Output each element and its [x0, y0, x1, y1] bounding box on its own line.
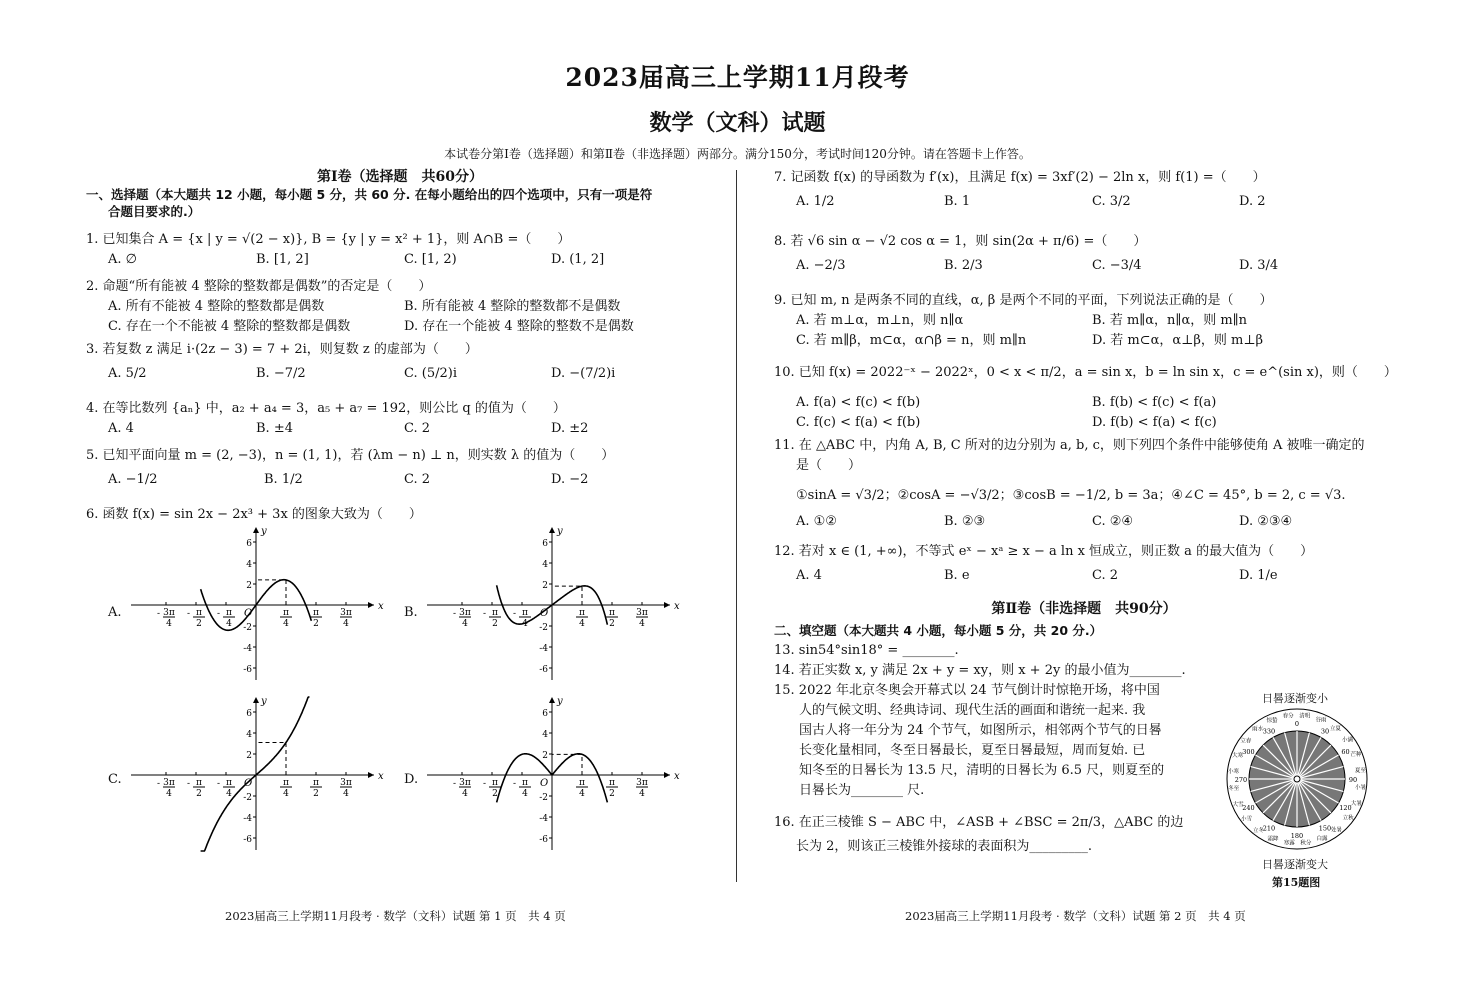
option: A. −1/2 [108, 472, 158, 487]
dial-term: 雨水 [1252, 726, 1264, 733]
question-5: 5. 已知平面向量 m = (2, −3)，n = (1, 1)，若 (λm − n) ⊥ n，则实数 λ 的值为（ ） [86, 448, 615, 463]
option: C. 若 m∥β，m⊂α，α∩β = n，则 m∥n [796, 333, 1027, 348]
x-tick-sign: - [513, 609, 517, 619]
options-5 [86, 466, 714, 502]
option: C. 存在一个不能被 4 整除的整数都是偶数 [108, 319, 351, 334]
option: A. 4 [108, 421, 134, 436]
option: C. −3/4 [1092, 258, 1142, 273]
guide-line [256, 580, 286, 605]
x-tick-label: 4 [462, 789, 468, 799]
question-1: 1. 已知集合 A = {x | y = √(2 − x)}, B = {y | y = x² + 1}，则 A∩B =（ ） [86, 232, 571, 247]
x-tick-label: π [283, 778, 289, 788]
q15-line: 国古人将一年分为 24 个节气，如图所示，相邻两个节气的日晷 [799, 723, 1162, 738]
x-tick-sign: - [453, 779, 457, 789]
dial-term: 寒露 [1283, 840, 1295, 847]
x-arrow [368, 602, 374, 608]
options-9a [774, 311, 1394, 331]
x-tick-label: π [492, 608, 498, 618]
y-axis-label: y [557, 526, 563, 537]
origin-label: O [540, 778, 549, 789]
x-arrow [664, 772, 670, 778]
x-tick-label: 4 [579, 789, 585, 799]
x-tick-label: 2 [196, 619, 202, 629]
x-arrow [368, 772, 374, 778]
y-tick-label: -6 [539, 665, 548, 675]
dial-degree: 240 [1242, 804, 1255, 812]
options-3 [86, 360, 714, 396]
dial-degree: 90 [1348, 776, 1358, 784]
x-tick-label: 2 [313, 619, 319, 629]
x-tick-sign: - [483, 609, 487, 619]
option: B. ②③ [944, 514, 986, 529]
y-tick-label: -4 [539, 644, 548, 654]
option: D. 3/4 [1239, 258, 1279, 273]
x-tick-label: 4 [522, 619, 528, 629]
option: A. ①② [796, 514, 837, 529]
dial-term: 惊蛰 [1266, 718, 1278, 725]
dial-term: 秋分 [1300, 840, 1312, 847]
option: C. (5/2)i [404, 366, 457, 381]
function-curve [201, 697, 310, 851]
dial-term: 立冬 [1252, 828, 1264, 835]
y-axis-label: y [261, 696, 267, 707]
y-arrow [549, 697, 555, 703]
part2-heading: 第Ⅱ卷（非选择题 共90分） [991, 601, 1177, 617]
x-tick-label: 2 [313, 789, 319, 799]
x-tick-label: π [522, 608, 528, 618]
y-tick-label: 4 [246, 730, 252, 740]
x-tick-sign: - [157, 609, 161, 619]
x-tick-sign: - [513, 779, 517, 789]
x-axis-label: x [674, 771, 680, 782]
option: D. (1, 2] [551, 252, 605, 267]
x-tick-label: π [522, 778, 528, 788]
options-1 [86, 250, 714, 274]
dial-center [1294, 776, 1300, 782]
y-tick-label: 2 [542, 751, 548, 761]
option: D. 存在一个能被 4 整除的整数不是偶数 [404, 319, 634, 334]
options-10b [774, 413, 1394, 433]
x-tick-label: π [226, 608, 232, 618]
y-tick-label: -2 [539, 623, 548, 633]
part1-instruction: 一、选择题（本大题共 12 小题，每小题 5 分，共 60 分. 在每小题给出的四个选项中，只有一项是符 [86, 187, 653, 202]
options-12 [774, 562, 1394, 598]
y-tick-label: 6 [542, 539, 548, 549]
dial-term: 处暑 [1330, 827, 1342, 834]
y-tick-label: 4 [246, 560, 252, 570]
dial-term: 大寒 [1232, 753, 1244, 760]
x-tick-label: 3π [636, 608, 648, 618]
question-12: 12. 若对 x ∈ (1, +∞)，不等式 eˣ − xᵃ ≥ x − a ln x 恒成立，则正数 a 的最大值为（ ） [774, 544, 1314, 559]
y-tick-label: -6 [539, 835, 548, 845]
option: A. −2/3 [796, 258, 846, 273]
dial-degree: 210 [1262, 824, 1276, 833]
option: D. ②③④ [1239, 514, 1293, 529]
option: D. f(b) < f(a) < f(c) [1092, 415, 1217, 430]
dial-term: 小雪 [1241, 816, 1253, 823]
option: A. 5/2 [108, 366, 147, 381]
question-11: 11. 在 △ABC 中，内角 A, B, C 所对的边分别为 a, b, c，则下列四个条件中能够使角 A 被唯一确定的 [774, 438, 1365, 453]
y-tick-label: -6 [243, 665, 252, 675]
dial-degree: 270 [1234, 776, 1248, 784]
dial-degree: 300 [1242, 748, 1255, 756]
x-tick-label: π [313, 778, 319, 788]
dial-top-label: 日晷逐渐变小 [1262, 692, 1328, 705]
part2-instruction: 二、填空题（本大题共 4 小题，每小题 5 分，共 20 分.） [774, 623, 1103, 638]
part1-instruction-cont: 合题目要求的.） [108, 204, 201, 219]
dial-term: 白露 [1316, 835, 1328, 842]
x-tick-label: π [579, 608, 585, 618]
x-tick-label: 3π [459, 608, 471, 618]
option: B. f(b) < f(c) < f(a) [1092, 395, 1217, 410]
x-tick-label: 2 [492, 619, 498, 629]
x-tick-label: 2 [492, 789, 498, 799]
x-tick-label: 2 [609, 619, 615, 629]
x-tick-sign: - [187, 609, 191, 619]
option: D. 2 [1239, 194, 1266, 209]
x-tick-label: 3π [163, 778, 175, 788]
option: B. 所有能被 4 整除的整数都不是偶数 [404, 299, 621, 314]
dial-term: 夏至 [1354, 768, 1366, 775]
option: B. 2/3 [944, 258, 983, 273]
dial-term: 冬至 [1228, 785, 1240, 792]
option: C. ②④ [1092, 514, 1134, 529]
x-tick-sign: - [453, 609, 457, 619]
options-2a [86, 297, 714, 317]
y-tick-label: 4 [542, 730, 548, 740]
x-tick-label: 2 [196, 789, 202, 799]
option: B. 1/2 [264, 472, 303, 487]
origin-label: O [540, 608, 549, 619]
guide-line [552, 754, 582, 775]
footer-left: 2023届高三上学期11月段考 · 数学（文科）试题 第 1 页 共 4 页 [225, 909, 566, 923]
dial-term: 小寒 [1227, 769, 1239, 776]
origin-label: O [244, 778, 253, 789]
x-tick-sign: - [217, 779, 221, 789]
y-tick-label: 6 [246, 539, 252, 549]
option-b-label: B. [404, 605, 418, 620]
dial-bottom-label: 日晷逐渐变大 [1262, 858, 1328, 871]
option: B. e [944, 568, 970, 583]
option: B. −7/2 [256, 366, 306, 381]
y-tick-label: -2 [243, 623, 252, 633]
dial-term: 立秋 [1342, 815, 1354, 822]
dial-degree: 120 [1339, 804, 1352, 812]
option: D. 若 m⊂α，α⊥β，则 m⊥β [1092, 333, 1264, 348]
dial-term: 芒种 [1350, 751, 1362, 758]
part1-heading: 第Ⅰ卷（选择题 共60分） [316, 169, 484, 185]
y-arrow [253, 527, 259, 533]
options-9b [774, 331, 1394, 351]
question-3: 3. 若复数 z 满足 i·(2z − 3) = 7 + 2i，则复数 z 的虚部为（ ） [86, 342, 478, 357]
option: C. 2 [1092, 568, 1119, 583]
y-tick-label: 4 [542, 560, 548, 570]
dial-degree: 30 [1320, 727, 1330, 736]
y-axis-label: y [261, 526, 267, 537]
option: B. 若 m∥α，n∥α，则 m∥n [1092, 313, 1248, 328]
sundial-diagram [1222, 704, 1372, 854]
x-tick-label: 4 [579, 619, 585, 629]
x-tick-label: 4 [166, 619, 172, 629]
x-tick-label: π [579, 778, 585, 788]
question-11-cont: 是（ ） [796, 458, 862, 473]
x-tick-label: π [492, 778, 498, 788]
x-tick-label: 4 [166, 789, 172, 799]
dial-term: 大雪 [1232, 802, 1244, 809]
option: B. ±4 [256, 421, 293, 436]
question-16-cont: 长为 2，则该正三棱锥外接球的表面积为_________. [796, 839, 1093, 854]
dial-degree: 330 [1262, 727, 1276, 736]
x-tick-label: 4 [226, 619, 232, 629]
y-tick-label: -2 [539, 793, 548, 803]
graph-c [126, 695, 386, 855]
dial-term: 谷雨 [1315, 717, 1327, 724]
origin-label: O [244, 608, 253, 619]
y-tick-label: -4 [243, 814, 252, 824]
option: A. 所有不能被 4 整除的整数都是偶数 [108, 299, 325, 314]
y-tick-label: -4 [243, 644, 252, 654]
y-tick-label: 2 [542, 581, 548, 591]
option: A. ∅ [108, 252, 137, 267]
exam-intro: 本试卷分第Ⅰ卷（选择题）和第Ⅱ卷（非选择题）两部分。满分150分，考试时间120分钟。请在答题卡上作答。 [444, 147, 1031, 161]
column-divider [736, 170, 737, 882]
option-c-label: C. [108, 772, 122, 787]
option-a-label: A. [108, 605, 122, 620]
option: D. ±2 [551, 421, 589, 436]
x-tick-label: π [226, 778, 232, 788]
option: A. 若 m⊥α，m⊥n，则 n∥α [796, 313, 964, 328]
x-arrow [664, 602, 670, 608]
x-tick-label: π [313, 608, 319, 618]
q15-line: 人的气候文明、经典诗词、现代生活的画面和谐统一起来. 我 [799, 703, 1146, 718]
x-axis-label: x [378, 601, 384, 612]
options-4 [86, 419, 714, 443]
q15-line: 长变化量相同，冬至日晷最长，夏至日晷最短，周而复始. 已 [799, 743, 1146, 758]
graph-d [422, 695, 682, 855]
dial-term: 立夏 [1330, 725, 1342, 732]
footer-right: 2023届高三上学期11月段考 · 数学（文科）试题 第 2 页 共 4 页 [905, 909, 1246, 923]
question-11-conditions: ①sinA = √3/2；②cosA = −√3/2；③cosB = −1/2, b = 3a；④∠C = 45°, b = 2, c = √3. [796, 488, 1346, 503]
dial-caption: 第15题图 [1272, 876, 1321, 889]
dial-term: 春分 [1282, 713, 1294, 720]
x-tick-label: 2 [609, 789, 615, 799]
dial-term: 小暑 [1355, 784, 1367, 791]
dial-degree: 180 [1290, 832, 1304, 840]
dial-term: 霜降 [1267, 836, 1279, 843]
dial-term: 小满 [1341, 737, 1353, 744]
x-tick-label: 3π [459, 778, 471, 788]
option: C. 2 [404, 421, 431, 436]
x-tick-label: 4 [226, 789, 232, 799]
question-16: 16. 在正三棱锥 S − ABC 中，∠ASB + ∠BSC = 2π/3，△ABC 的边 [774, 815, 1184, 830]
x-axis-label: x [378, 771, 384, 782]
x-tick-sign: - [483, 779, 487, 789]
options-2b [86, 317, 714, 337]
x-axis-label: x [674, 601, 680, 612]
y-arrow [549, 527, 555, 533]
y-tick-label: 2 [246, 581, 252, 591]
option: C. 3/2 [1092, 194, 1131, 209]
x-tick-sign: - [157, 779, 161, 789]
x-tick-label: 4 [522, 789, 528, 799]
q15-line: 15. 2022 年北京冬奥会开幕式以 24 节气倒计时惊艳开场，将中国 [774, 683, 1160, 698]
y-tick-label: -4 [539, 814, 548, 824]
options-10a [774, 393, 1394, 413]
dial-degree: 60 [1341, 748, 1350, 756]
question-2: 2. 命题“所有能被 4 整除的整数都是偶数”的否定是（ ） [86, 279, 432, 294]
graph-b [422, 525, 682, 685]
x-tick-label: 4 [343, 619, 349, 629]
x-tick-label: π [196, 778, 202, 788]
x-tick-sign: - [187, 779, 191, 789]
y-tick-label: 6 [542, 709, 548, 719]
option: D. −2 [551, 472, 589, 487]
x-tick-label: 3π [340, 608, 352, 618]
x-tick-label: 3π [163, 608, 175, 618]
question-14: 14. 若正实数 x, y 满足 2x + y = xy，则 x + 2y 的最小值为________. [774, 663, 1186, 678]
question-10: 10. 已知 f(x) = 2022⁻ˣ − 2022ˣ，0 < x < π/2，a = sin x，b = ln sin x，c = e^(sin x)，则（ ） [774, 365, 1397, 380]
x-tick-label: 4 [639, 789, 645, 799]
q15-line: 日晷长为________ 尺. [799, 783, 925, 798]
question-13: 13. sin54°sin18° = ________. [774, 643, 959, 658]
x-tick-label: 4 [283, 789, 289, 799]
x-tick-label: 4 [462, 619, 468, 629]
q15-line: 知冬至的日晷长为 13.5 尺，清明的日晷长为 6.5 尺，则夏至的 [799, 763, 1165, 778]
option: C. [1, 2) [404, 252, 457, 267]
page-subtitle: 数学（文科）试题 [649, 110, 826, 136]
option: D. −(7/2)i [551, 366, 616, 381]
question-7: 7. 记函数 f(x) 的导函数为 f′(x)，且满足 f(x) = 3xf′(2) − 2ln x，则 f(1) =（ ） [774, 170, 1266, 185]
option: B. [1, 2] [256, 252, 309, 267]
question-6: 6. 函数 f(x) = sin 2x − 2x³ + 3x 的图象大致为（ ） [86, 507, 422, 522]
x-tick-label: π [196, 608, 202, 618]
x-tick-label: π [609, 778, 615, 788]
option: C. 2 [404, 472, 431, 487]
page-title: 2023届高三上学期11月段考 [565, 63, 910, 92]
dial-term: 大暑 [1350, 800, 1362, 807]
options-7 [774, 188, 1394, 224]
options-8 [774, 252, 1394, 288]
x-tick-label: 4 [343, 789, 349, 799]
option: A. 1/2 [796, 194, 835, 209]
y-tick-label: -6 [243, 835, 252, 845]
x-tick-label: 3π [636, 778, 648, 788]
question-9: 9. 已知 m, n 是两条不同的直线，α, β 是两个不同的平面，下列说法正确的是（ ） [774, 293, 1273, 308]
dial-degree: 150 [1318, 824, 1332, 833]
question-8: 8. 若 √6 sin α − √2 cos α = 1，则 sin(2α + π/6) =（ ） [774, 234, 1147, 249]
graph-a [126, 525, 386, 685]
dial-degree: 0 [1294, 720, 1300, 728]
y-tick-label: 6 [246, 709, 252, 719]
dial-term: 立春 [1240, 738, 1252, 745]
x-tick-label: 3π [340, 778, 352, 788]
x-tick-label: π [609, 608, 615, 618]
y-arrow [253, 697, 259, 703]
option: B. 1 [944, 194, 971, 209]
option: A. f(a) < f(c) < f(b) [796, 395, 921, 410]
dial-term: 清明 [1299, 713, 1311, 720]
left-column [86, 166, 714, 861]
x-tick-label: π [283, 608, 289, 618]
sundial-figure [1222, 690, 1372, 890]
x-tick-label: 4 [639, 619, 645, 629]
option: C. f(c) < f(a) < f(b) [796, 415, 921, 430]
option-d-label: D. [404, 772, 419, 787]
question-4: 4. 在等比数列 {aₙ} 中，a₂ + a₄ = 3，a₅ + a₇ = 192，则公比 q 的值为（ ） [86, 401, 566, 416]
graph-options [86, 525, 714, 861]
option: A. 4 [796, 568, 822, 583]
x-tick-sign: - [217, 609, 221, 619]
y-tick-label: 2 [246, 751, 252, 761]
y-tick-label: -2 [243, 793, 252, 803]
option: D. 1/e [1239, 568, 1278, 583]
x-tick-label: 4 [283, 619, 289, 629]
y-axis-label: y [557, 696, 563, 707]
options-11 [774, 512, 1394, 536]
